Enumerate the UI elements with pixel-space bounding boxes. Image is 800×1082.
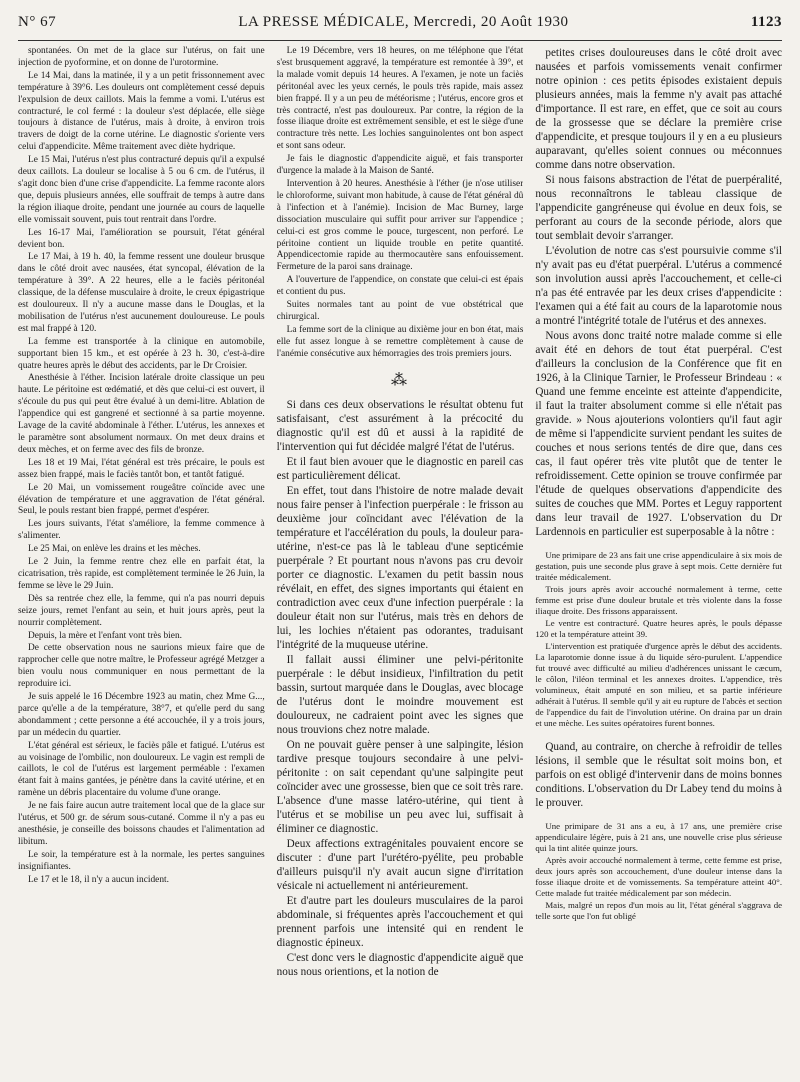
- paragraph: Le 2 Juin, la femme rentre chez elle en parfait état, la cicatrisation, très rapide, est complètement terminée le 26 Juin, la femme se lève le 29 Juin.: [18, 557, 265, 591]
- paragraph: Une primipare de 23 ans fait une crise appendiculaire à six mois de gestation, puis une seconde plus grave à sept mois. Cette dernière fut traitée médicalement.: [535, 550, 783, 582]
- paragraph: Je suis appelé le 16 Décembre 1923 au matin, chez Mme G..., parce qu'elle a de la température, 38°7, et qu'elle perd du sang abondamment ; cette personne a été accouchée, il y a trois jours, par un médecin du quartier.: [18, 692, 265, 738]
- column-1: [18, 46, 265, 1076]
- paragraph: Les jours suivants, l'état s'améliore, la femme commence à s'alimenter.: [18, 519, 265, 542]
- paragraph: Le 17 et le 18, il n'y a aucun incident.: [28, 874, 169, 885]
- paragraph: Trois jours après avoir accouché normalement à terme, cette femme est prise d'une douleur brutale et très violente dans la fosse iliaque droite. Des frissons apparaissent.: [535, 584, 783, 616]
- paragraph: petites crises douloureuses dans le côté droit avec nausées et parfois vomissements venait confirmer notre opinion : ces petits épisodes existaient depuis plusieurs années, mais la femme n'y avait pas attaché d'importance. Il est rare, en effet, que ce soit au cours de la grossesse que se déclare la première crise d'appendicite, et presque toujours il y en a eu plusieurs auparavant, qu'elles soient connues ou méconnues comme dans notre observation.: [535, 47, 783, 171]
- paragraph: Le ventre est contracturé. Quatre heures après, le pouls dépasse 120 et la température atteint 39.: [535, 618, 783, 639]
- issue-number: N° 67: [18, 13, 57, 30]
- paragraph: L'évolution de notre cas s'est poursuivie comme s'il n'y avait pas eu d'état puerpéral. L'utérus a commencé son involution aussi après l'accouchement, et celle-ci n'a pas été entravée par les deux crises d'appendicite : l'examen qui a été fait au cours de la laparotomie nous a montré l'intégrité totale de l'utérus et des annexes.: [535, 245, 783, 327]
- paragraph: Et il faut bien avouer que le diagnostic en pareil cas est particulièrement délicat.: [276, 456, 524, 483]
- column-2-part-b: [277, 398, 524, 979]
- paragraph: Je ne fais faire aucun autre traitement local que de la glace sur l'utérus, et 500 gr. de sérum sous-cutané. Comme il n'y a pas eu anesthésie, je conseille des boissons chaudes et l'alimentation ad libitum.: [18, 801, 265, 847]
- paragraph: Intervention à 20 heures. Anesthésie à l'éther (je n'ose utiliser le chloroforme, suivant mon habitude, à cause de l'état général dû à l'infection et à l'anémie). Incision de Mac Burney, large dissociation musculaire qui suffit pour arriver sur l'appendice ; celui-ci est gros comme le pouce, turgescent, non perforé. Le péritoine contient un liquide trouble en petite quantité. Appendicectomie rapide au thermocautère sans enfouissement. Fermeture de la paroi sans drainage.: [276, 178, 524, 273]
- journal-title: LA PRESSE MÉDICALE, Mercredi, 20 Août 1930: [238, 13, 569, 30]
- paragraph: Anesthésie à l'éther. Incision latérale droite classique un peu haute. Le péritoine est œdématié, et dès que celui-ci est ouvert, il s'écoule du pus qui peut être évalué à un demi-litre. Ablation de l'appendice qui est gangrené et sectionné à sa partie moyenne. Lavage de la cavité abdominale à l'éther. L'utérus, les annexes et le paramètre sont absolument normaux. On met deux drains et deux mèches, et on ferme avec des fils de bronze.: [18, 373, 265, 455]
- paragraph: Le 15 Mai, l'utérus n'est plus contracturé depuis qu'il a expulsé deux caillots. La douleur se localise à 5 ou 6 cm. de l'utérus, il s'agit donc bien d'une crise d'appendicite. La femme raconte alors que, depuis plusieurs années, elle souffrait de temps à autre dans la région iliaque droite, pendant une journée au cours de laquelle elle vomissait souvent, puis tout rentrait dans l'ordre.: [18, 155, 265, 225]
- page-header: [18, 8, 782, 36]
- paragraph: Si dans ces deux observations le résultat obtenu fut satisfaisant, c'est assurément à la précocité du diagnostic qu'il est dû et aussi à la rapidité de l'intervention qui fut décidée malgré l'état de l'utérus.: [276, 399, 524, 454]
- paragraph: En effet, tout dans l'histoire de notre malade devait nous faire penser à l'infection puerpérale : le frisson au deuxième jour coïncidant avec l'élévation de la température et l'accélération du pouls, la douleur para-utérine, n'est-ce pas là le tableau d'une septicémie puerpérale ? Et pourtant nous n'avons pas cru devoir porter ce diagnostic. L'examen du petit bassin nous révélait, en effet, des signes importants qui étaient en contradiction avec ceux d'une infection puerpérale : la douleur était non sur l'utérus, mais très en dehors de lui, les lochies n'étaient pas odorantes, traduisant l'intégrité de la muqueuse utérine.: [276, 485, 524, 652]
- paragraph: Le 25 Mai, on enlève les drains et les mèches.: [28, 544, 201, 555]
- paragraph: A l'ouverture de l'appendice, on constate que celui-ci est épais et contient du pus.: [276, 275, 524, 298]
- paragraph: Je fais le diagnostic d'appendicite aiguë, et fais transporter d'urgence la malade à la Maison de Santé.: [276, 154, 524, 177]
- paragraph: Si nous faisons abstraction de l'état de puerpéralité, nous reconnaîtrons le tableau classique de l'appendicite gangréneuse qui évolue en deux fois, se perforant au cours de la seconde période, alors que tout semblait devoir s'arranger.: [535, 174, 783, 242]
- paragraph: Le soir, la température est à la normale, les pertes sanguines insignifiantes.: [18, 849, 265, 872]
- paragraph: Les 16-17 Mai, l'amélioration se poursuit, l'état général devient bon.: [18, 227, 265, 250]
- paragraph: spontanées. On met de la glace sur l'utérus, on fait une injection de pyoformine, et on donne de l'urotormine.: [18, 46, 265, 68]
- paragraph: Une primipare de 31 ans a eu, à 17 ans, une première crise appendiculaire légère, puis à 21 ans, une nouvelle crise plus sérieuse qui la tint alitée quinze jours.: [535, 821, 783, 853]
- column-2: [277, 46, 524, 1076]
- paragraph: L'état général est sérieux, le faciès pâle et fatigué. L'utérus est au voisinage de l'ombilic, non douloureux. Le vagin est rempli de caillots, le col de l'utérus est largement perméable : l'examen étant fait à mains gantées, je pénètre dans la cavité utérine, et en ramène un débris placentaire du volume d'une orange.: [18, 740, 265, 799]
- column-3-quoted-observation-2: [535, 821, 782, 922]
- paragraph: Dès sa rentrée chez elle, la femme, qui n'a pas nourri depuis seize jours, remet l'enfant au sein, et huit jours après, peut la nourrir complètement.: [18, 593, 265, 628]
- section-separator: ⁂: [391, 371, 409, 389]
- header-rule: [18, 40, 782, 41]
- paragraph: Le 14 Mai, dans la matinée, il y a un petit frissonnement avec température à 39°6. Les douleurs ont complètement cessé depuis l'expulsion de deux caillots. Mais la femme a vomi. L'utérus est contracturé, le col fermé : la douleur s'est déplacée, elle siège toujours à distance de l'utérus, mais à droite, à environ trois travers de doigt de la corne utérine. Le diagnostic s'oriente vers celui d'appendicite. Même traitement avec diète hydrique.: [18, 70, 265, 153]
- paragraph: Et d'autre part les douleurs musculaires de la paroi abdominale, si fréquentes après l'accouchement et qui prennent parfois une intensité qui en rendent le diagnostic épineux.: [276, 895, 524, 950]
- paragraph: Le 19 Décembre, vers 18 heures, on me téléphone que l'état s'est brusquement aggravé, la température est remontée à 39°, et la malade vomit depuis 14 heures. A l'examen, je note un faciès péritonéal avec les yeux cernés, le pouls très rapide, mais assez bien frappé. Il y a un peu de météorisme ; l'utérus, encore gros et très contracté, n'est pas douloureux. Par contre, la région de la fosse iliaque droite est extrêmement sensible, et est le siège d'une contracture très nette. Les lochies sanguinolentes ont bon aspect et sont sans odeur.: [276, 46, 524, 152]
- paragraph: L'intervention est pratiquée d'urgence après le début des accidents. La laparotomie donne issue à du liquide séro-purulent. L'appendice fut trouvé avec difficulté au milieu d'adhérences unissant le cæcum, le côlon, l'iléon terminal et les annexes droites. L'appendice, très volumineux, était amputé en son milieu, et sa partie inférieure adhérait à l'utérus. Il semble qu'il y ait eu rupture de l'abcès et section de l'appendice du fait de l'involution utérine. On draina par un drain et une mèche. Les suites opératoires furent bonnes.: [535, 641, 783, 728]
- paragraph: Mais, malgré un repos d'un mois au lit, l'état général s'aggrava de telle sorte que l'on fut obligé: [535, 900, 783, 921]
- column-2-part-a: [277, 46, 524, 361]
- paragraph: On ne pouvait guère penser à une salpingite, lésion tardive presque toujours secondaire à une pelvi-péritonite : on sait cependant qu'une salpingite peut coïncider avec une grossesse, bien que ce soit très rare. L'absence d'une masse latéro-utérine, qui tient à l'utérus et se mobilise un peu avec lui, suffisait à éliminer ce diagnostic.: [276, 739, 524, 836]
- paragraph: Le 20 Mai, un vomissement rougeâtre coïncide avec une élévation de température et une aggravation de l'état général. Seul, le pouls restant bien frappé, permet d'espérer.: [18, 482, 265, 517]
- column-3-part-a: [535, 46, 782, 539]
- paragraph: Nous avons donc traité notre malade comme si elle avait été en dehors de tout état puerpéral. C'est d'ailleurs la conclusion de la Conférence que fit en 1926, à la Clinique Tarnier, le Professeur Brindeau : « Quand une femme enceinte est atteinte d'appendicite, il faut la traiter absolument comme si elle n'était pas gravide. » Nous ajouterions volontiers qu'il faut agir de même si l'appendicite survient pendant les suites de couches et nous serions tentés de dire que, dans ces cas, il faut opérer très vite plutôt que de tenter le refroidissement. Cette opinion se trouve confirmée par l'étude de quelques observations d'appendicite des suites de couches que MM. Portes et Leguy rapportent dans leur travail de 1927. L'observation du Dr Lardennois en particulier est superposable à la nôtre :: [535, 330, 783, 538]
- paragraph: C'est donc vers le diagnostic d'appendicite aiguë que nous nous orientions, et la notion de: [276, 952, 524, 979]
- paragraph: La femme est transportée à la clinique en automobile, supportant bien 15 km., et est opérée à 23 h. 30, c'est-à-dire quatre heures après le début des accidents, par le Dr Croisier.: [18, 336, 265, 371]
- paragraph: Depuis, la mère et l'enfant vont très bien.: [28, 630, 182, 641]
- paragraph: Les 18 et 19 Mai, l'état général est très précaire, le pouls est assez bien frappé, mais le faciès tantôt bon, et tantôt fatigué.: [18, 457, 265, 480]
- paragraph: Suites normales tant au point de vue obstétrical que chirurgical.: [276, 300, 524, 322]
- paragraph: Après avoir accouché normalement à terme, cette femme est prise, deux jours après son accouchement, d'une douleur intense dans la fosse iliaque droite et de vomissements. Sa température atteint 40°. Cette malade fut traitée médicalement par son médecin.: [535, 855, 783, 898]
- page-number: 1123: [750, 13, 782, 30]
- paragraph: La femme sort de la clinique au dixième jour en bon état, mais elle fut assez longue à se remettre complètement à cause de l'anémie consécutive aux hémorragies des trois premiers jours.: [276, 324, 524, 359]
- column-3: [535, 46, 782, 1076]
- paragraph: Deux affections extragénitales pouvaient encore se discuter : d'une part l'urétéro-pyélite, peu probable d'ailleurs puisqu'il n'y avait aucun signe d'irritation vésicale ni actuellement ni antérieurement.: [276, 838, 524, 893]
- column-3-part-c: [535, 740, 782, 810]
- article-columns: [18, 46, 782, 1076]
- paragraph: Quand, au contraire, on cherche à refroidir de telles lésions, il semble que le résultat soit moins bon, et parfois on est obligé d'intervenir dans de moins bonnes conditions. L'observation du Dr Labey tend du moins à le prouver.: [535, 741, 783, 809]
- column-3-quoted-observation-1: [535, 550, 782, 729]
- paragraph: Le 17 Mai, à 19 h. 40, la femme ressent une douleur brusque dans le côté droit avec nausées, état syncopal, élévation de la température à 39°. A 22 heures, elle a le faciès péritonéal classique, de la défense musculaire à droite, le creux épigastrique est douloureux. Il n'y a aucune masse dans le Douglas, et la mobilisation de l'utérus n'est aucunement douloureuse. Le pouls est mal frappé à 120.: [18, 252, 265, 334]
- paragraph: Il fallait aussi éliminer une pelvi-péritonite puerpérale : le début insidieux, l'infiltration du petit bassin, surtout marquée dans le Douglas, avec blocage de l'utérus dont le moindre mouvement est douloureux, ne cadraient point avec les signes que nous trouvions chez notre malade.: [276, 654, 524, 737]
- paragraph: De cette observation nous ne saurions mieux faire que de rapprocher celle que notre maître, le Professeur agrégé Metzger a bien voulu nous communiquer en nous permettant de la reproduire ici.: [18, 643, 265, 690]
